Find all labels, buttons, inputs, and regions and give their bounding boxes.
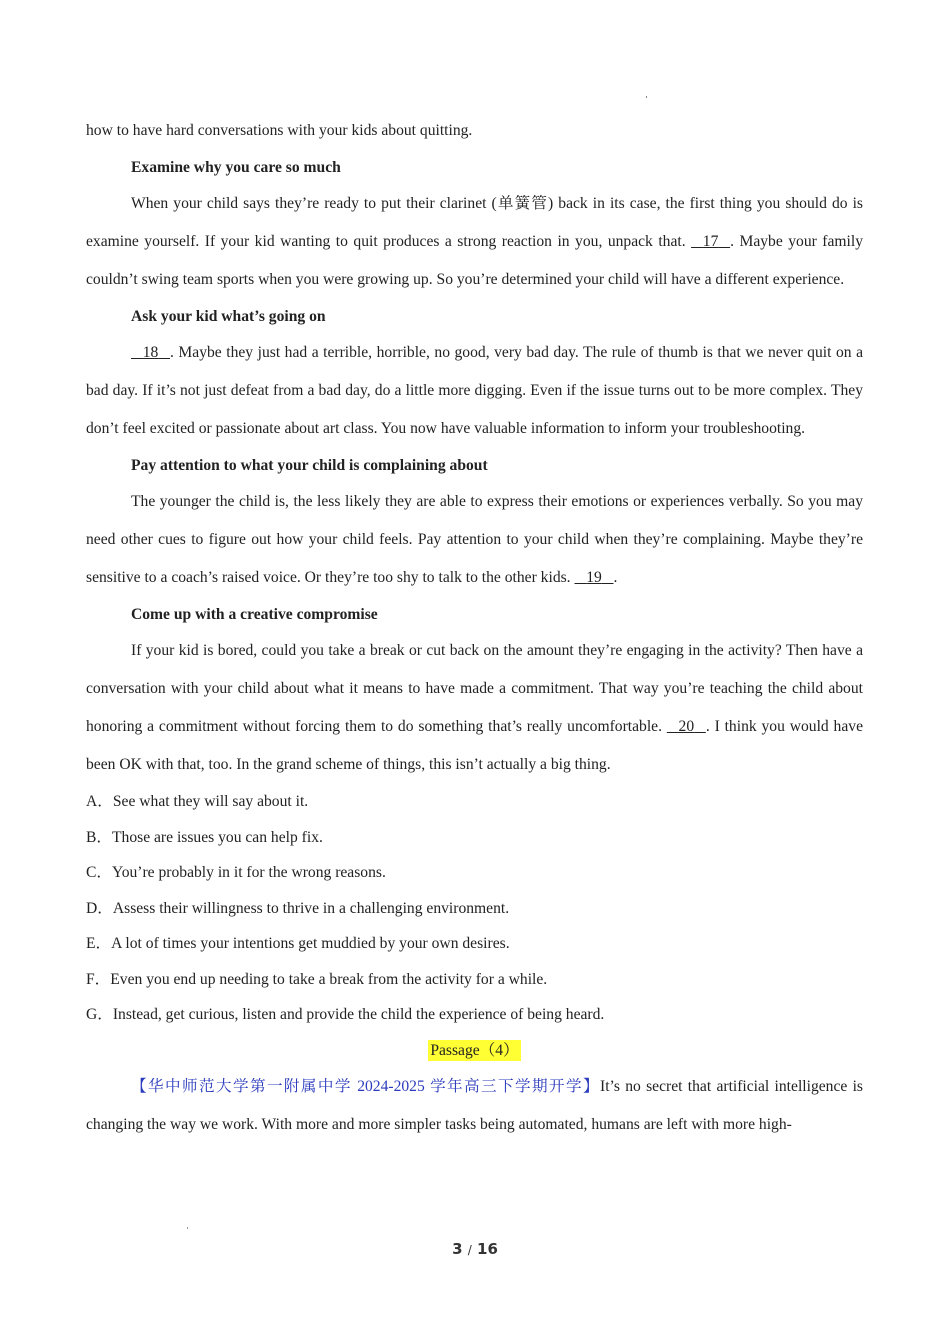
section-heading-compromise: Come up with a creative compromise	[131, 606, 378, 623]
option-letter: F．	[86, 970, 111, 988]
option-letter: B．	[86, 828, 112, 846]
answer-options	[86, 784, 863, 1033]
blank-pad	[691, 233, 703, 250]
option-text: You’re probably in it for the wrong reasons.	[112, 864, 386, 881]
option-text: Even you end up needing to take a break from the activity for a while.	[110, 970, 548, 988]
page-total: 16	[477, 1240, 498, 1258]
passage-paragraph	[86, 1068, 863, 1144]
paragraph-text: . Maybe they just had a terrible, horrible, no good, very bad day. The rule of thumb is that we never quit on a bad day. If it’s not just defeat from a bad day, do a little more digging. Even if the issue turns out to be more complex. They don’t feel excited or passionate about art class. You now have valuable information to inform your troubleshooting.	[86, 344, 863, 437]
blank-number: 20	[678, 718, 695, 735]
scan-mark-top	[646, 96, 647, 98]
section-heading-pay-attention: Pay attention to what your child is complaining about	[131, 457, 488, 474]
blank-pad	[158, 344, 170, 361]
option-g	[86, 997, 863, 1033]
option-text: Those are issues you can help fix.	[112, 828, 323, 846]
blank-19	[574, 559, 613, 597]
option-text: A lot of times your intentions get muddied by your own desires.	[111, 935, 510, 952]
section-heading-examine: Examine why you care so much	[131, 159, 341, 176]
option-text: See what they will say about it.	[112, 793, 309, 810]
option-f	[86, 962, 863, 998]
option-a	[86, 784, 863, 820]
section-paragraph-examine	[86, 185, 863, 299]
blank-18	[131, 334, 170, 372]
section-paragraph-compromise	[86, 632, 863, 784]
option-letter: D．	[86, 899, 113, 917]
passage-title	[86, 1033, 863, 1068]
paragraph-text: The younger the child is, the less likely they are able to express their emotions or experiences verbally. So you may need other cues to figure out how your child feels. Pay attention to your child when they’re complaining. Maybe they’re sensitive to a coach’s raised voice. Or they’re too shy to talk to the other kids.	[86, 493, 863, 586]
paragraph-text: .	[613, 569, 618, 586]
passage-text: It’s no secret that artificial intelligence is changing the way we work. With more and more simpler tasks being automated, humans are left with more high-	[86, 1077, 863, 1133]
blank-pad	[131, 344, 143, 361]
section-heading-ask: Ask your kid what’s going on	[131, 308, 326, 325]
passage-source: 【华中师范大学第一附属中学 2024-2025 学年高三下学期开学】	[131, 1077, 600, 1095]
page-current: 3	[452, 1240, 463, 1258]
option-c	[86, 855, 863, 891]
blank-pad	[694, 718, 706, 735]
option-d	[86, 891, 863, 927]
paragraph-text: . Maybe your family couldn’t swing team sports when you were growing up. So you’re determined your child will have a different experience.	[86, 233, 863, 288]
scan-mark-bottom	[187, 1227, 188, 1229]
blank-17	[691, 223, 730, 261]
document-body	[86, 112, 863, 1144]
section-paragraph-pay-attention	[86, 483, 863, 597]
blank-pad	[667, 718, 679, 735]
blank-pad	[718, 233, 730, 250]
page-separator: /	[467, 1243, 472, 1257]
blank-20	[667, 708, 706, 746]
blank-pad	[602, 569, 614, 586]
option-letter: C．	[86, 864, 112, 881]
intro-tail: how to have hard conversations with your kids about quitting.	[86, 122, 473, 139]
blank-number: 17	[702, 233, 719, 250]
option-b	[86, 820, 863, 856]
option-letter: A．	[86, 793, 113, 810]
blank-number: 19	[586, 569, 602, 586]
blank-pad	[574, 569, 586, 586]
option-text: Instead, get curious, listen and provide the child the experience of being heard.	[112, 1006, 605, 1023]
paragraph-text: . I think you would have been OK with that, too. In the grand scheme of things, this isn’t actually a big thing.	[86, 718, 863, 773]
option-letter: G．	[86, 1006, 113, 1023]
option-e	[86, 926, 863, 962]
blank-number: 18	[142, 344, 159, 361]
paragraph-text: When your child says they’re ready to put their clarinet (单簧管) back in its case, the first thing you should do is examine yourself. If your kid wanting to quit produces a strong reaction in you, unpack that.	[86, 195, 863, 250]
page-number	[0, 1240, 950, 1258]
section-paragraph-ask	[86, 334, 863, 448]
option-letter: E．	[86, 935, 112, 952]
paragraph-text: If your kid is bored, could you take a break or cut back on the amount they’re engaging in the activity? Then have a conversation with your child about what it means to have made a commitment. That way you’re teaching the child about honoring a commitment without forcing them to do something that’s really uncomfortable.	[86, 642, 863, 735]
passage-title-highlight: Passage（4）	[430, 1041, 519, 1059]
option-text: Assess their willingness to thrive in a challenging environment.	[112, 899, 510, 917]
